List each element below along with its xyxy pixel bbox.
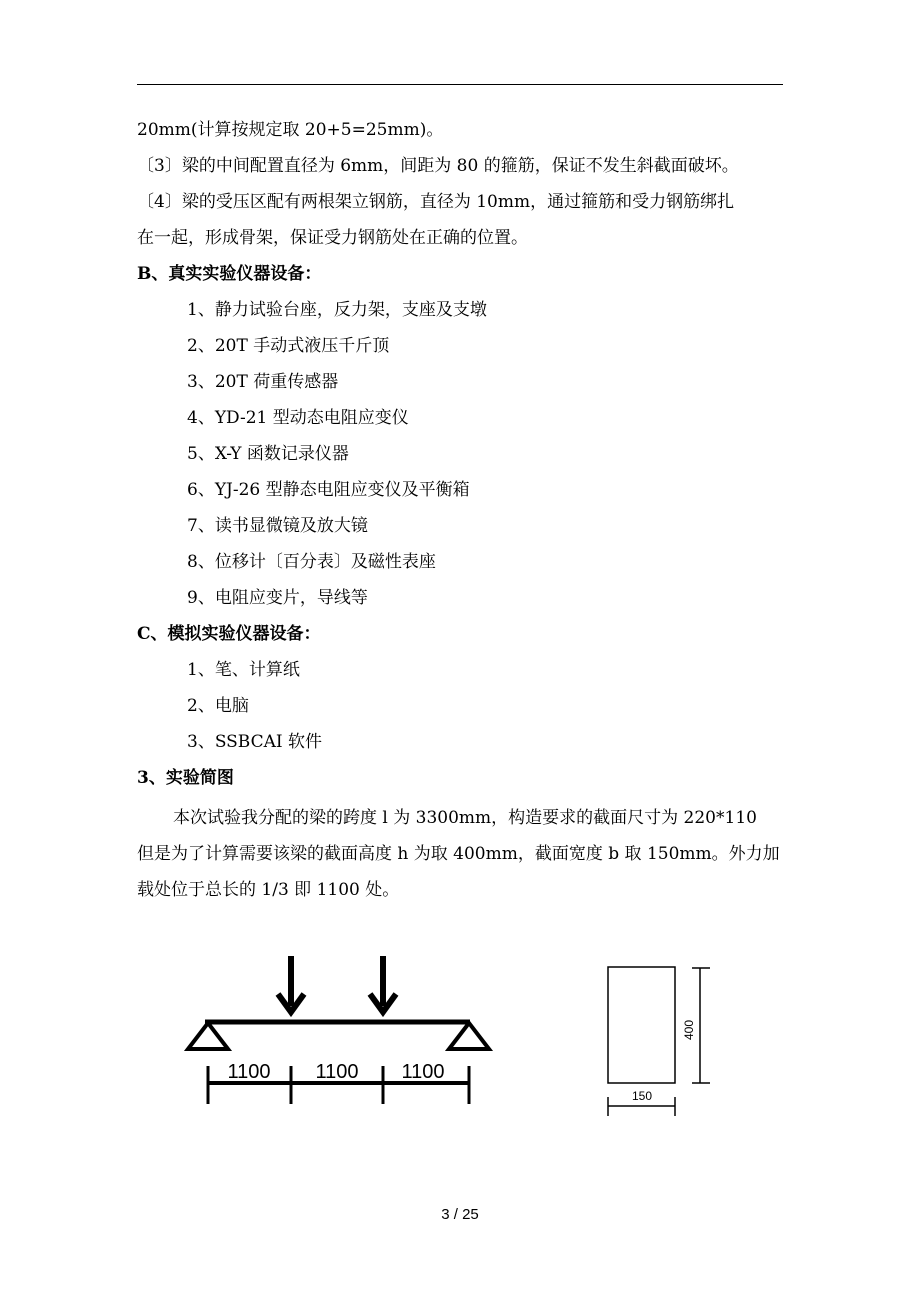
section-heading-b: B、真实实验仪器设备：: [137, 264, 322, 284]
list-item: 1、笔、计算纸: [187, 660, 300, 680]
load-arrow: [370, 956, 396, 1012]
list-item: 3、SSBCAI 软件: [187, 732, 323, 752]
paragraph-line: 载处位于总长的 1/3 即 1100 处。: [137, 880, 400, 900]
list-item: 8、位移计〔百分表〕及磁性表座: [187, 552, 436, 572]
list-item: 6、YJ-26 型静态电阻应变仪及平衡箱: [187, 480, 470, 500]
support-right: [449, 1023, 489, 1049]
load-arrow: [278, 956, 304, 1012]
section-heading-3: 3、实验简图: [137, 768, 234, 788]
list-item: 7、读书显微镜及放大镜: [187, 516, 368, 536]
span-label: 1100: [315, 1061, 359, 1083]
list-item: 1、静力试验台座，反力架，支座及支墩: [187, 300, 487, 320]
list-item: 2、电脑: [187, 696, 249, 716]
paragraph-line: 〔4〕梁的受压区配有两根架立钢筋，直径为 10mm，通过箍筋和受力钢筋绑扎: [137, 192, 735, 212]
paragraph-stirrups: 〔3〕梁的中间配置直径为 6mm，间距为 80 的箍筋，保证不发生斜截面破坏。: [137, 156, 739, 176]
paragraph-line: 20mm(计算按规定取 20+5=25mm)。: [137, 120, 444, 140]
list-item: 3、20T 荷重传感器: [187, 372, 339, 392]
paragraph-line: 但是为了计算需要该梁的截面高度 h 为取 400mm，截面宽度 b 取 150mm。外力加: [137, 844, 780, 864]
support-left: [188, 1023, 228, 1049]
list-item: 2、20T 手动式液压千斤顶: [187, 336, 390, 356]
span-label: 1100: [227, 1061, 271, 1083]
height-label: 400: [682, 1019, 696, 1041]
list-item: 4、YD-21 型动态电阻应变仪: [187, 408, 409, 428]
span-label: 1100: [401, 1061, 445, 1083]
list-item: 9、电阻应变片，导线等: [187, 588, 368, 608]
page-number: 3 / 25: [441, 1206, 479, 1223]
list-item: 5、X-Y 函数记录仪器: [187, 444, 349, 464]
section-heading-c: C、模拟实验仪器设备：: [137, 624, 321, 644]
cross-section-rect: [608, 967, 675, 1083]
paragraph-line: 本次试验我分配的梁的跨度 l 为 3300mm，构造要求的截面尺寸为 220*110: [173, 808, 757, 828]
width-label: 150: [631, 1089, 653, 1103]
paragraph-line: 在一起，形成骨架，保证受力钢筋处在正确的位置。: [137, 228, 528, 248]
